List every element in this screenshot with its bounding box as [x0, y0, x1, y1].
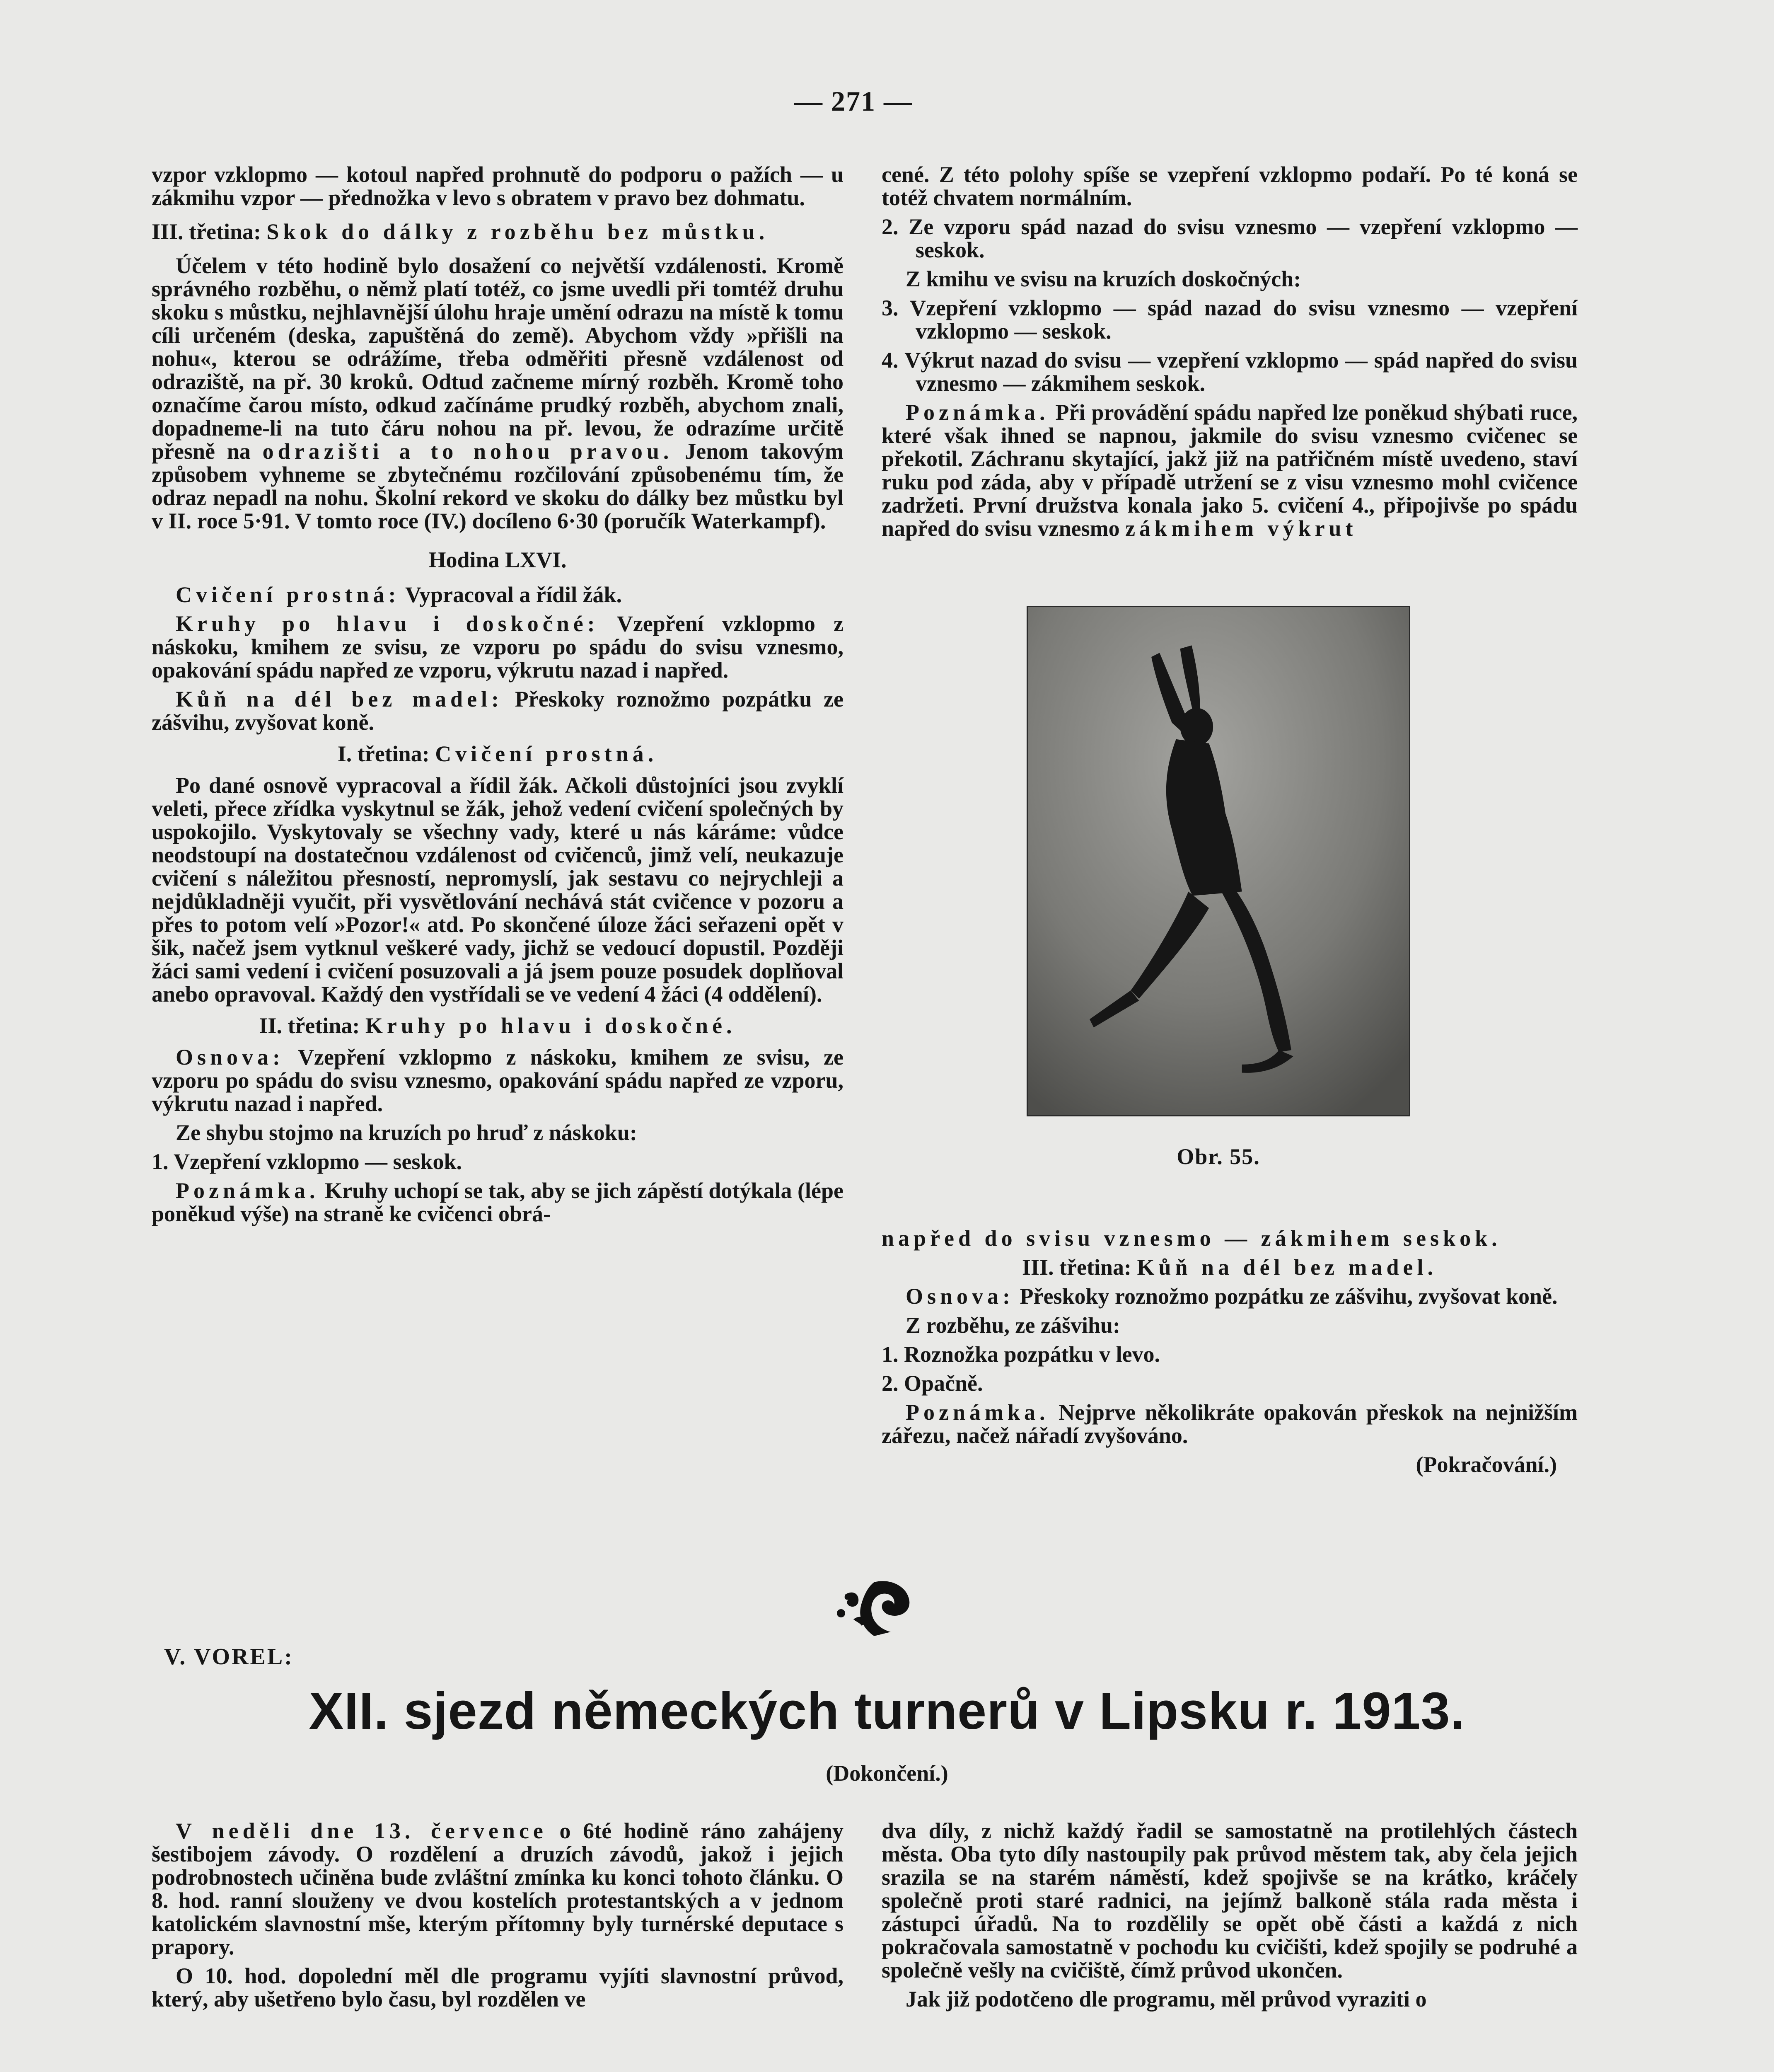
article-subtitle: (Dokončení.) [826, 1761, 948, 1786]
section-heading-tretina-1 [152, 742, 843, 765]
label-spaced: Osnova: [176, 1045, 285, 1070]
article-title: XII. sjezd německých turnerů v Lipsku r. 1913. [309, 1682, 1465, 1740]
paragraph: dva díly, z nichž každý řadil se samostatně na protilehlých částech města. Oba tyto díly nastoupily pak průvod městem tak, aby čela jejich srazila se na starém náměstí, kdež spojivše se na krátko, kráčely společně proti staré radnici, na jejímž balkoně stála rada města i zástupci úřadů. Na to rozdělily se opět obě části a každá z nich pokračovala samostatně v pochodu ku cvičišti, kdež spojily se podruhé a společně vešly na cvičiště, čímž průvod ukončen. [882, 1818, 1578, 1982]
paragraph: vzpor vzklopmo — kotoul napřed prohnutě do podporu o pažích — u zákmihu vzpor — přednožka v levo s obratem v pravo bez dohmatu. [152, 162, 843, 210]
label-spaced: Kůň na dél bez madel: [176, 687, 503, 712]
list-item: 3. Vzepření vzklopmo — spád nazad do svisu vznesmo — vzepření vzklopmo — seskok. [882, 295, 1578, 344]
paragraph [152, 254, 843, 533]
gymnast-silhouette-image [1028, 607, 1409, 1115]
column-bottom-right [882, 1819, 1578, 2016]
paragraph: Z kmihu ve svisu na kruzích doskočných: [906, 266, 1301, 291]
text: o 6té hodině ráno zahájeny šestibojem závody. O rozdělení a druzích závodů, jakož i jejich podrobnostech učiněna bude zvláštní zmínka ku konci tohoto článku. O 8. hod. ranní slouženy ve dvou kostelích protestantských a v jednom katolickém slavnostní mše, kterým přítomny byly turnérské deputace s prapory. [152, 1818, 844, 1959]
heading-spaced: Skok do dálky z rozběhu bez můstku. [266, 219, 769, 244]
paragraph [882, 1285, 1578, 1308]
section-heading-tretina-3b [882, 1256, 1578, 1279]
paragraph: Jak již podotčeno dle programu, měl průvod vyraziti o [906, 1987, 1427, 2011]
column-top-left [152, 163, 843, 1231]
text: Nejprve několikráte opakován přeskok na nejnižším zářezu, načež nářadí zvyšováno. [882, 1400, 1578, 1448]
text: Při provádění spádu napřed lze poněkud shýbati ruce, které však ihned se napnou, jakmile do svisu vznesmo cvičenec se překotil. Záchranu skytající, jakž již na patřičném místě uvedeno, staví ruku pod záda, aby v případě utržení se z visu vznesmo mohl cvičence zadržeti. První družstva konala jako 5. cvičení 4., připojivše po spádu napřed do svisu vznesmo [882, 400, 1578, 541]
heading-spaced: Cvičení prostná. [435, 741, 658, 766]
list-item: 2. Ze vzporu spád nazad do svisu vznesmo — vzepření vzklopmo — seskok. [882, 214, 1578, 262]
article-author: V. VOREL: [164, 1644, 294, 1670]
label-spaced: Kruhy po hlavu i doskočné: [176, 611, 599, 636]
heading-label: I. třetina: [337, 741, 430, 766]
list-item: 1. Vzepření vzklopmo — seskok. [152, 1149, 462, 1174]
paragraph: Ze shybu stojmo na kruzích po hruď z náskoku: [176, 1120, 637, 1145]
heading-spaced: Kruhy po hlavu i doskočné. [365, 1013, 736, 1038]
heading-spaced: Kůň na dél bez madel. [1137, 1255, 1438, 1280]
text: Vypracoval a řídil žák. [405, 582, 622, 607]
text: Vzepření vzklopmo z náskoku, kmihem ze svisu, ze vzporu po spádu do svisu vznesmo, opakování spádu napřed ze vzporu, výkrutu nazad i napřed. [152, 611, 843, 683]
continued-note: (Pokračování.) [1416, 1452, 1557, 1477]
list-item: 4. Výkrut nazad do svisu — vzepření vzklopmo — spád napřed do svisu vznesmo — zákmihem seskok. [882, 348, 1578, 396]
paragraph: Po dané osnově vypracoval a řídil žák. Ačkoli důstojníci jsou zvyklí veleti, přece zřídka vyskytnul se žák, jehož vedení cvičení společných by uspokojilo. Vyskytovaly se všechny vady, které u nás káráme: vůdce neodstoupí na dostatečnou vzdálenost od cvičenců, jimž velí, neukazuje cvičení s náležitou přesností, nepromyslí, jak sestavu co nejrychleji a nejdůkladněji vyučit, při vysvětlování nechává stát cvičence v pozoru a přes to potom velí »Pozor!« atd. Po skončené úloze žáci seřazeni opět v šik, načež jsem vytknul veškeré vady, jichž se vedoucí dopustil. Později žáci sami vedení i cvičení posuzovali a já jsem pouze posudek doplňoval anebo opravoval. Každý den vystřídali se ve vedení 4 žáci (4 oddělení). [152, 773, 843, 1007]
text: Kruhy uchopí se tak, aby se jich zápěstí dotýkala (lépe poněkud výše) na straně ke cvičenci obrá- [152, 1178, 843, 1226]
heading-label: III. třetina: [152, 219, 261, 244]
text: Přeskoky roznožmo pozpátku ze zášvihu, zvyšovat koně. [1020, 1284, 1558, 1309]
list-item: 1. Roznožka pozpátku v levo. [882, 1342, 1160, 1367]
paragraph [152, 583, 843, 606]
heading-label: II. třetina: [259, 1013, 360, 1038]
text-spaced: odrazišti a to nohou pravou. [262, 439, 673, 464]
page-number: — 271 — [794, 85, 913, 117]
paragraph [152, 1179, 843, 1225]
section-heading-tretina-2 [152, 1014, 843, 1037]
paragraph [882, 401, 1578, 540]
paragraph-spaced: napřed do svisu vznesmo — zákmihem seskok. [882, 1226, 1501, 1251]
text: Jenom takovým způsobem vyhneme se zbytečnému rozčilování způsobenému tím, že odraz nepadl na nohu. Školní rekord ve skoku do dálky bez můstku byl v II. roce 5·91. V tomto roce (IV.) docíleno 6·30 (poručík Waterkampf). [152, 439, 844, 533]
paragraph [152, 612, 843, 682]
paragraph: cené. Z této polohy spíše se vzepření vzklopmo podaří. Po té koná se totéž chvatem normálním. [882, 162, 1578, 210]
label-spaced: Cvičení prostná: [176, 582, 400, 607]
text: Přeskoky roznožmo pozpátku ze zášvihu, zvyšovat koně. [152, 687, 843, 735]
label-spaced: Poznámka. [906, 400, 1049, 425]
text-spaced: zákmihem výkrut [1125, 516, 1357, 541]
paragraph: O 10. hod. dopolední měl dle programu vyjíti slavnostní průvod, který, aby ušetřeno bylo času, byl rozdělen ve [152, 1963, 843, 2011]
label-spaced: Poznámka. [906, 1400, 1049, 1425]
label-spaced: Osnova: [906, 1284, 1015, 1309]
paragraph: Z rozběhu, ze zášvihu: [906, 1313, 1121, 1338]
label-spaced: Poznámka. [176, 1178, 319, 1203]
floral-ornament-icon [829, 1570, 920, 1640]
column-bottom-left [152, 1819, 843, 2016]
column-right-below [882, 1227, 1578, 1482]
section-heading-tretina-3 [152, 220, 843, 243]
paragraph [882, 1401, 1578, 1447]
text: Účelem v této hodině bylo dosažení co největší vzdálenosti. Kromě správného rozběhu, o němž platí totéž, co jsme uvedli při tomtéž druhu skoku s můstku, nejhlavnější úlohu hraje umění odrazu na místě k tomu cíli určeném (deska, zapuštěná do země). Abychom vždy »přišli na nohu«, kterou se odrážíme, třeba odměřiti přesně vzdálenost od odraziště, na př. 30 kroků. Odtud začneme mírný rozběh. Kromě toho označíme čarou místo, odkud začínáme prudký rozběh, abychom znali, dopadneme-li na tuto čáru nohou na př. levou, že odrazíme určitě přesně na [152, 253, 843, 464]
gymnast-photo [1027, 606, 1410, 1116]
paragraph [152, 687, 843, 734]
heading-label: III. třetina: [1022, 1255, 1131, 1280]
list-item: 2. Opačně. [882, 1371, 983, 1396]
hodina-heading: Hodina LXVI. [428, 547, 567, 572]
text-spaced: V neděli dne 13. července [176, 1818, 547, 1843]
paragraph [152, 1819, 843, 1958]
text: Vzepření vzklopmo z náskoku, kmihem ze svisu, ze vzporu po spádu do svisu vznesmo, opakování spádu napřed ze vzporu, výkrutu nazad i napřed. [152, 1045, 843, 1116]
figure-caption: Obr. 55. [1177, 1144, 1260, 1169]
paragraph [152, 1046, 843, 1115]
column-top-right [882, 163, 1578, 546]
